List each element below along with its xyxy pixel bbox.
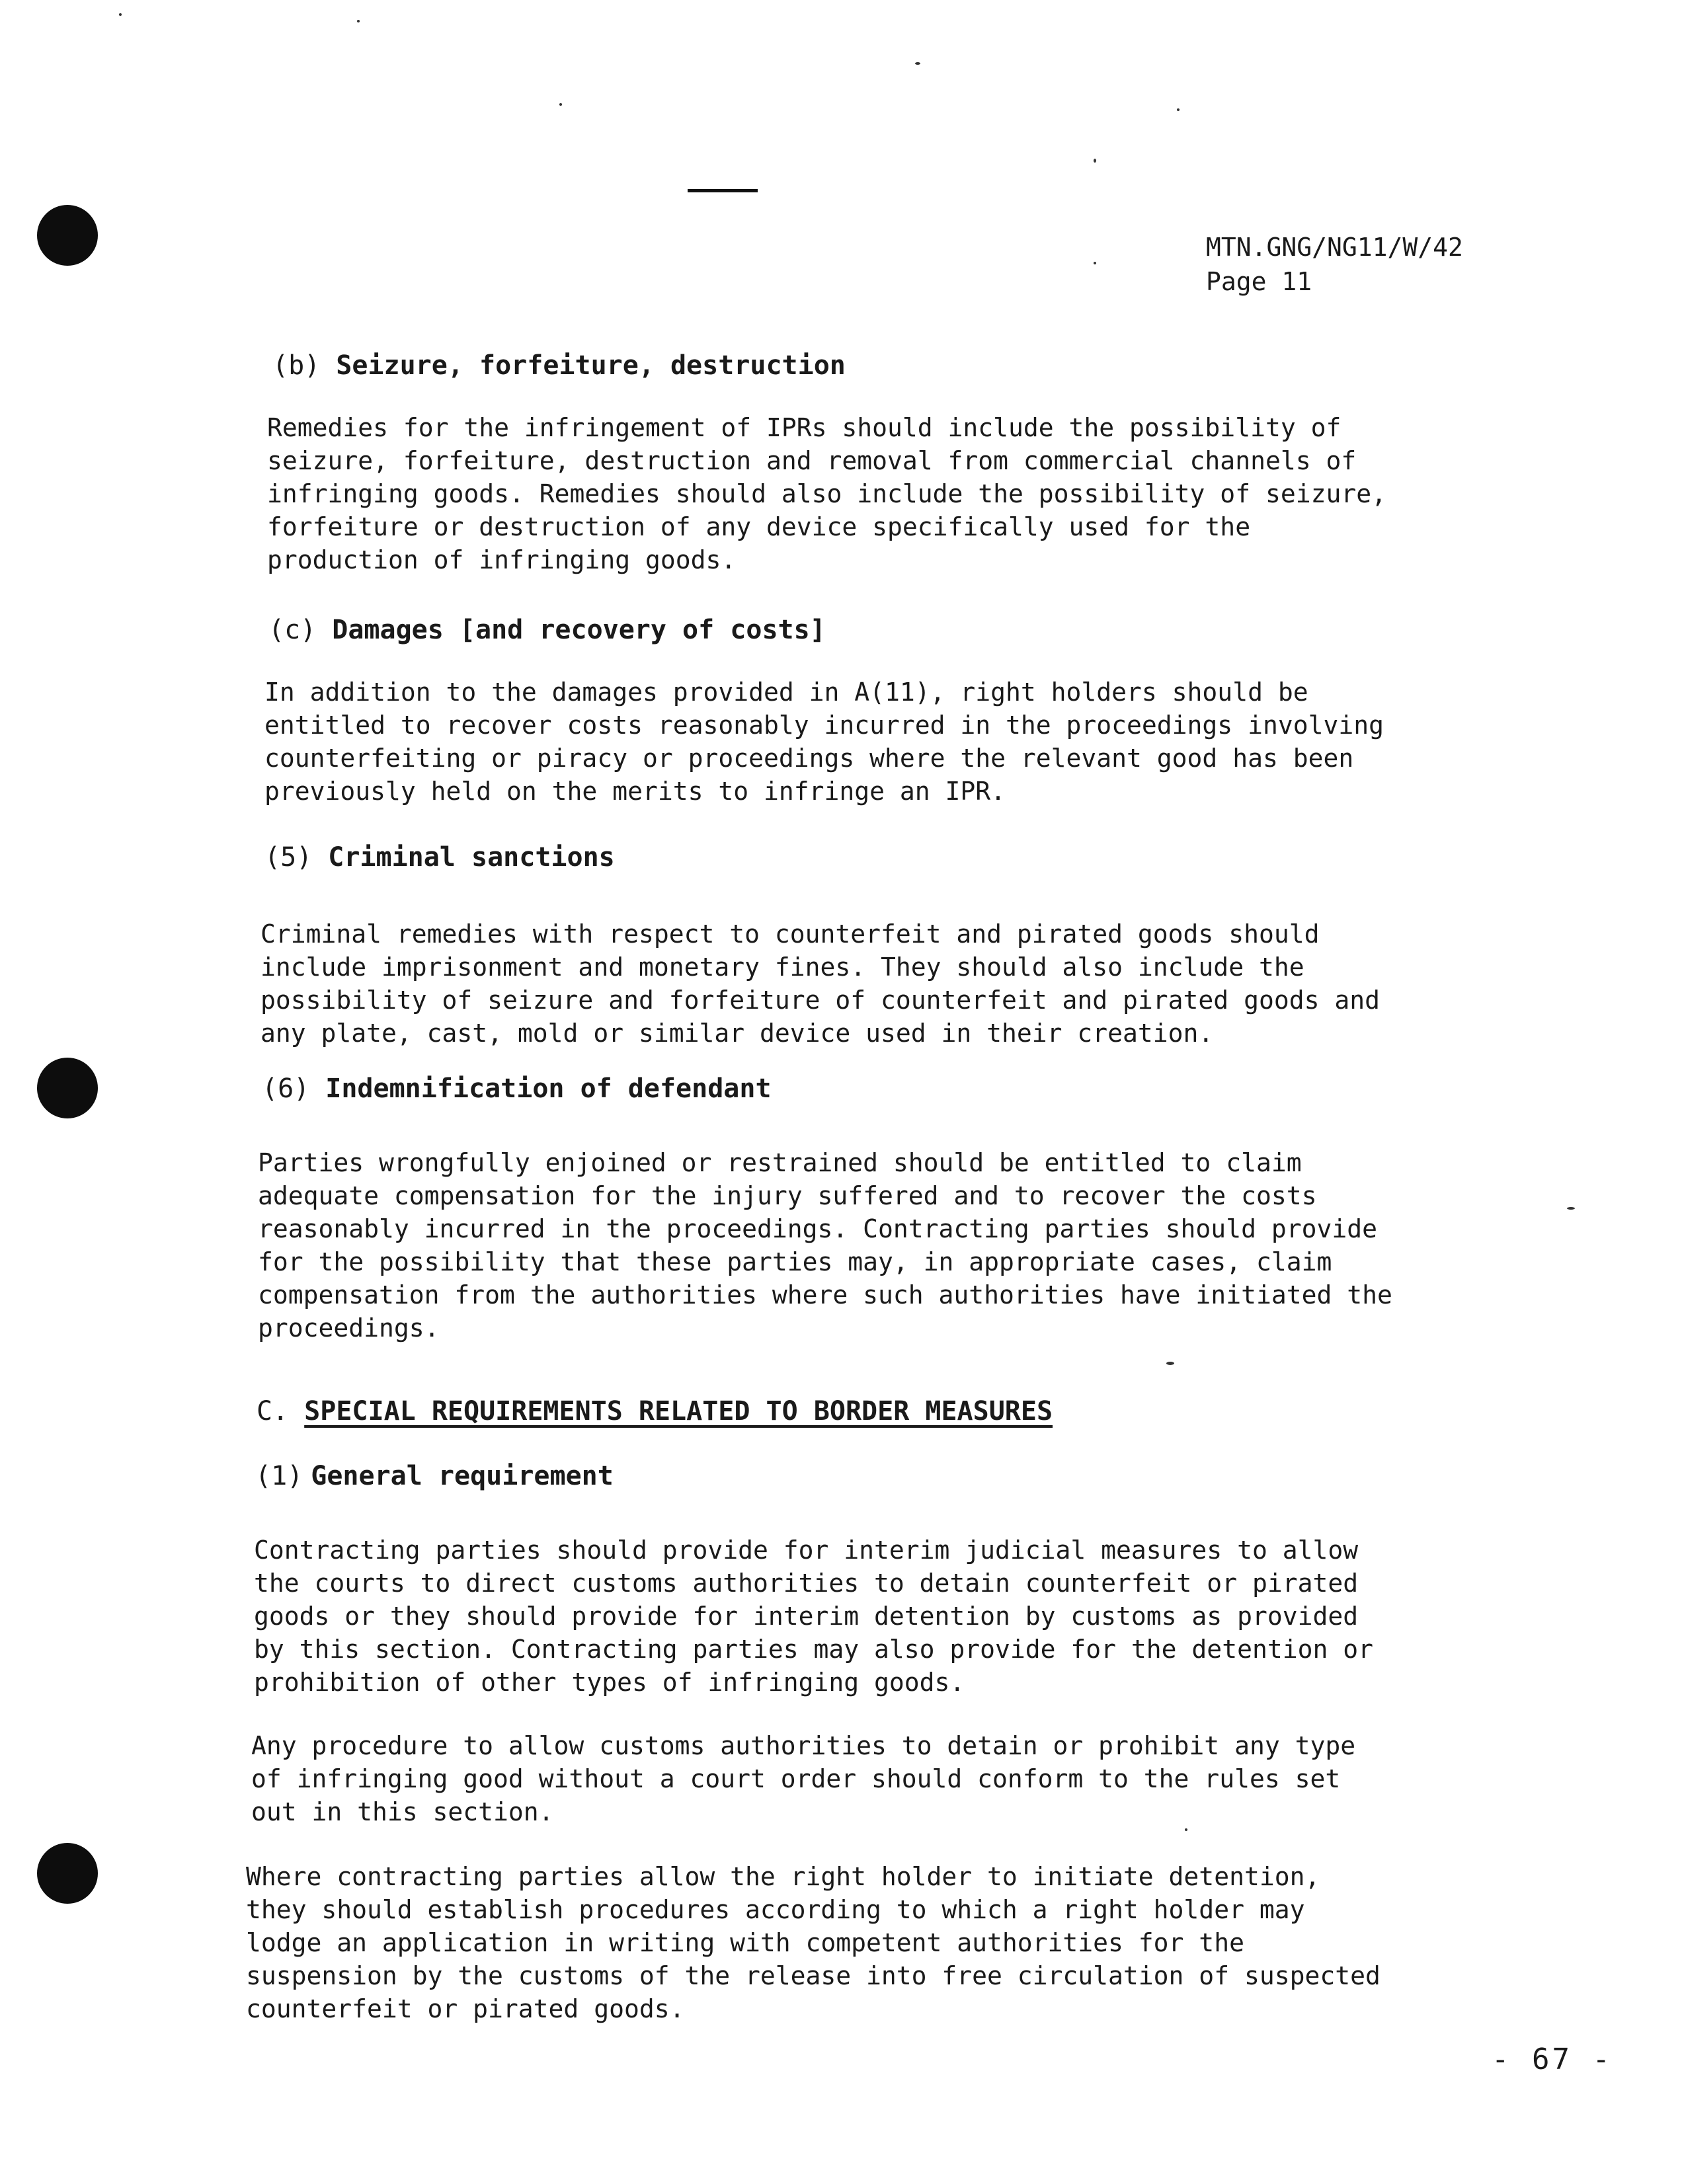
- section-heading-c: [268, 613, 826, 646]
- page-label: Page 11: [1206, 267, 1312, 296]
- scan-speck: [1094, 159, 1096, 163]
- section-number: (5): [264, 842, 313, 873]
- section-title: Damages [and recovery of costs]: [332, 615, 826, 645]
- paragraph-b: Remedies for the infringement of IPRs should include the possibility of seizure, forfeiture, destruction and removal from commercial channels of infringing goods. Remedies should also include the possibility of seizure, forfeiture or destruction of any device specifically used for the production of infringing goods.: [267, 413, 1386, 574]
- section-title: Criminal sanctions: [328, 842, 615, 873]
- paragraph-6: Parties wrongfully enjoined or restrained should be entitled to claim adequate compensation for the injury suffered and to recover the costs reasonably incurred in the proceedings. Contracting parties should provide for the possibility that these parties may, in appropriate cases, claim compensation from the authorities where such authorities have initiated the proceedings.: [258, 1148, 1392, 1343]
- punch-hole-bottom: [37, 1843, 98, 1904]
- scan-speck: [1185, 1828, 1187, 1831]
- section-number: (1): [255, 1461, 303, 1491]
- section-heading-6: [262, 1072, 772, 1105]
- section-heading-b: [272, 349, 846, 382]
- document-symbol: MTN.GNG/NG11/W/42: [1206, 233, 1463, 262]
- document-header: [1206, 230, 1463, 299]
- top-rule-mark: [688, 189, 758, 192]
- section-title: General requirement: [311, 1461, 614, 1491]
- section-heading-C: [257, 1395, 1053, 1428]
- page-number: - 67 -: [1492, 2043, 1613, 2076]
- paragraph-5: Criminal remedies with respect to counterfeit and pirated goods should include imprisonment and monetary fines. They should also include the possibility of seizure and forfeiture of counterfeit and pirated goods and any plate, cast, mold or similar device used in their creation.: [260, 919, 1380, 1048]
- scan-speck: [1567, 1207, 1575, 1210]
- scan-speck: [559, 103, 562, 106]
- paragraph-C1-3: Where contracting parties allow the right holder to initiate detention, they should establish procedures according to which a right holder may lodge an application in writing with competent authorities for the suspension by the customs of the release into free circulation of suspected counterfeit or pirated goods.: [246, 1862, 1381, 2023]
- section-heading-5: [264, 841, 615, 874]
- paragraph-c: In addition to the damages provided in A(11), right holders should be entitled to recover costs reasonably incurred in the proceedings involving counterfeiting or piracy or proceedings where the relevant good has been previously held on the merits to infringe an IPR.: [264, 678, 1384, 806]
- section-heading-C1: [255, 1460, 614, 1493]
- paragraph-C1-2: Any procedure to allow customs authorities to detain or prohibit any type of infringing good without a court order should conform to the rules set out in this section.: [251, 1731, 1356, 1826]
- scan-speck: [119, 13, 122, 16]
- section-number: (6): [262, 1073, 310, 1104]
- punch-hole-top: [37, 205, 98, 266]
- paragraph-C1-1: Contracting parties should provide for interim judicial measures to allow the courts to direct customs authorities to detain counterfeit or pirated goods or they should provide for interim detention by customs as provided by this section. Contracting parties may also provide for the detention or prohibition of other types of infringing goods.: [254, 1536, 1373, 1697]
- scan-speck: [915, 62, 920, 65]
- section-title: SPECIAL REQUIREMENTS RELATED TO BORDER MEASURES: [304, 1396, 1053, 1426]
- section-title: Seizure, forfeiture, destruction: [336, 350, 846, 381]
- scan-speck: [1166, 1362, 1174, 1365]
- scan-speck: [1094, 262, 1096, 264]
- section-number: (c): [268, 615, 317, 645]
- section-number: C.: [257, 1396, 289, 1426]
- punch-hole-middle: [37, 1058, 98, 1118]
- scan-speck: [1177, 108, 1180, 111]
- scan-speck: [357, 20, 360, 22]
- section-number: (b): [272, 350, 321, 381]
- section-title: Indemnification of defendant: [325, 1073, 772, 1104]
